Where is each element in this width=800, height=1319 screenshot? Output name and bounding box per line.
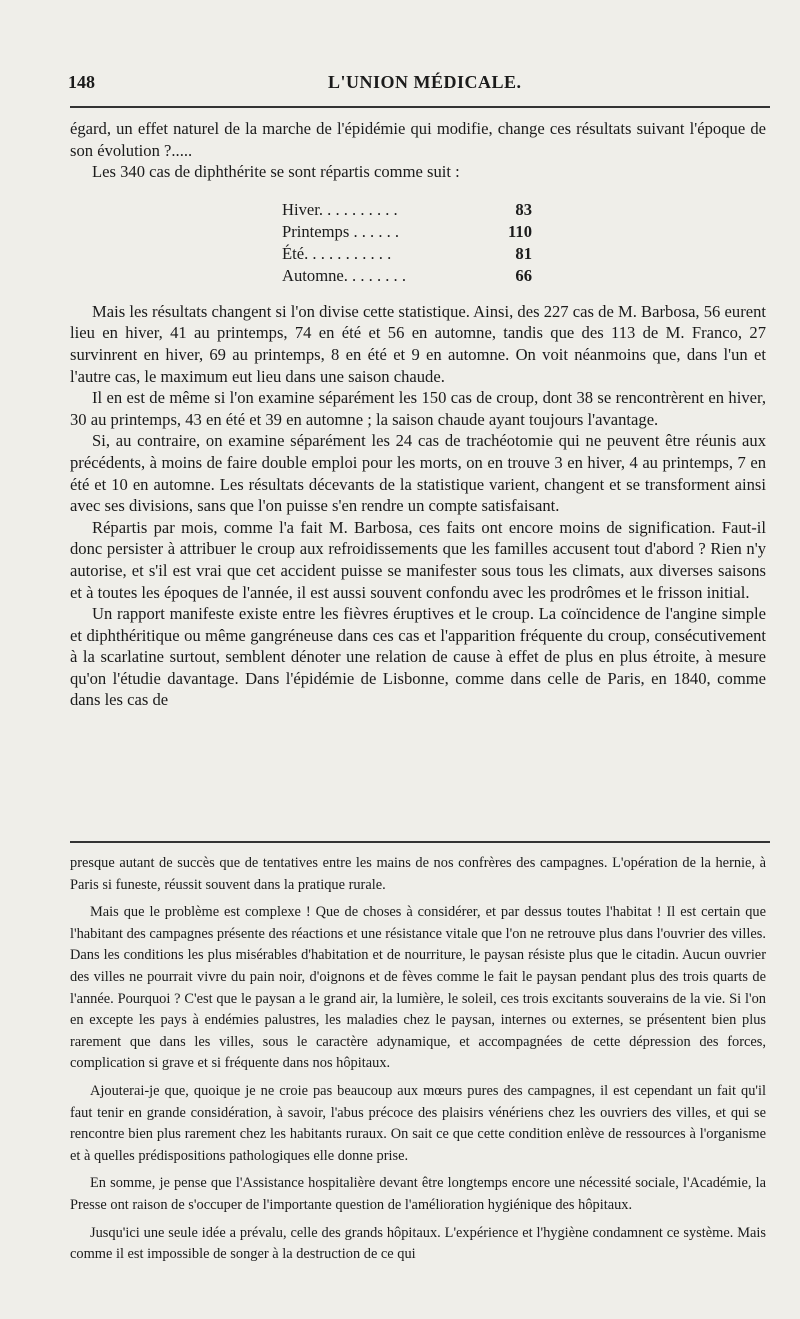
- season-count: 83: [515, 199, 532, 219]
- season-row-autumn: [282, 265, 532, 287]
- main-text: [70, 118, 766, 711]
- footnote-paragraph-3: Ajouterai-je que, quoique je ne croie pas beaucoup aux mœurs pures des campagnes, il est cependant un fait qu'il faut tenir en grande considération, à savoir, l'abus précoce des plaisirs vénériens chez les ouvriers des villes, et qui se rencontre bien plus rarement chez les habitants ruraux. On sait ce que cette condition enlève de ressources à l'organisme et à quelles prédispositions pathologiques elle donne prise.: [70, 1082, 766, 1164]
- season-name: Hiver. . . . . . . . . .: [282, 199, 398, 219]
- running-title: L'UNION MÉDICALE.: [328, 72, 522, 92]
- season-row-spring: [282, 221, 532, 243]
- season-row-winter: [282, 199, 532, 221]
- season-table: [282, 199, 532, 287]
- footnote-paragraph-4: En somme, je pense que l'Assistance hospitalière devant être longtemps encore une nécessité sociale, l'Académie, la Presse ont raison de s'occuper de l'importante question de l'amélioration hygiénique des hôpitaux.: [70, 1175, 766, 1213]
- footnote-paragraph-1: presque autant de succès que de tentatives entre les mains de nos confrères des campagnes. L'opération de la hernie, à Paris si funeste, réussit souvent dans la pratique rurale.: [70, 855, 766, 893]
- page-number: 148: [68, 72, 95, 92]
- footnote-rule: [70, 841, 770, 843]
- paragraph-1: égard, un effet naturel de la marche de l'épidémie qui modifie, change ces résultats suivant l'époque de son évolution ?.....: [70, 119, 766, 160]
- paragraph-6: Répartis par mois, comme l'a fait M. Barbosa, ces faits ont encore moins de signification. Faut-il donc persister à attribuer le croup aux refroidissements que les familles accusent tout d'abord ? Rien n'y autorise, et s'il est vrai que cet accident puisse se manifester sous tous les climats, aux diverses saisons et à toutes les époques de l'année, il est aussi souvent confondu avec les prodrômes et le frisson initial.: [70, 517, 766, 602]
- paragraph-2: Les 340 cas de diphthérite se sont répartis comme suit :: [92, 162, 460, 182]
- footnote-paragraph-5: Jusqu'ici une seule idée a prévalu, celle des grands hôpitaux. L'expérience et l'hygiène condamnent ce système. Mais comme il est impossible de songer à la destruction de ce qui: [70, 1224, 766, 1263]
- paragraph-4: Il en est de même si l'on examine séparément les 150 cas de croup, dont 38 se rencontrèrent en hiver, 30 au printemps, 43 en été et 39 en automne ; la saison chaude ayant toujours l'avantage.: [70, 388, 766, 429]
- season-count: 81: [515, 243, 532, 263]
- paragraph-7: Un rapport manifeste existe entre les fièvres éruptives et le croup. La coïncidence de l'angine simple et diphthéritique ou même gangréneuse dans ces cas et l'apparition fréquente du croup, consécutivement à la scarlatine surtout, semblent dénoter une relation de cause à effet de plus en plus étroite, à mesure qu'on l'étudie davantage. Dans l'épidémie de Lisbonne, comme dans celle de Paris, en 1840, comme dans les cas de: [70, 604, 766, 710]
- season-count: 66: [515, 265, 532, 285]
- season-name: Été. . . . . . . . . . .: [282, 243, 392, 263]
- season-row-summer: [282, 243, 532, 265]
- season-name: Printemps . . . . . .: [282, 221, 400, 241]
- paragraph-5: Si, au contraire, on examine séparément les 24 cas de trachéotomie qui ne peuvent être réunis aux précédents, à moins de faire double emploi pour les morts, on en trouve 3 en hiver, 4 au printemps, 7 en été et 10 en automne. Les résultats décevants de la statistique varient, changent et se transforment ainsi avec ses divisions, sans que l'on puisse s'en rendre un compte satisfaisant.: [70, 431, 766, 516]
- header-rule: [70, 106, 770, 108]
- season-count: 110: [508, 221, 532, 241]
- footnote-paragraph-2: Mais que le problème est complexe ! Que de choses à considérer, et par dessus toutes l'habitat ! Il est certain que l'habitant des campagnes présente des réactions et une résistance vitale que l'on ne retrouve plus dans l'ouvrier des villes. Dans les conditions les plus misérables d'habitation et de nourriture, le paysan résiste plus que le citadin. Aucun ouvrier des villes ne pourrait vivre du pain noir, d'oignons et de fèves comme le fait le paysan pendant plus des trois quarts de l'année. Pourquoi ? C'est que le paysan a le grand air, la lumière, le soleil, ces trois excitants souverains de la vie. Si l'on en excepte les pays à endémies palustres, les maladies chez le paysan, internes ou externes, se présentent bien plus rarement que dans les villes, sous le caractère adynamique, et accompagnées de cette dépression des forces, complication si grave et si fréquente dans nos hôpitaux.: [70, 904, 766, 1072]
- paragraph-3: Mais les résultats changent si l'on divise cette statistique. Ainsi, des 227 cas de M. Barbosa, 56 eurent lieu en hiver, 41 au printemps, 74 en été et 56 en automne, tandis que des 113 de M. Franco, 27 survinrent en hiver, 69 au printemps, 8 en été et 9 en automne. On voit néanmoins que, dans l'un et l'autre cas, le maximum eut lieu dans une saison chaude.: [70, 301, 766, 386]
- footnote-text: [70, 853, 766, 1272]
- page-header: [68, 72, 770, 102]
- season-name: Automne. . . . . . . .: [282, 265, 406, 285]
